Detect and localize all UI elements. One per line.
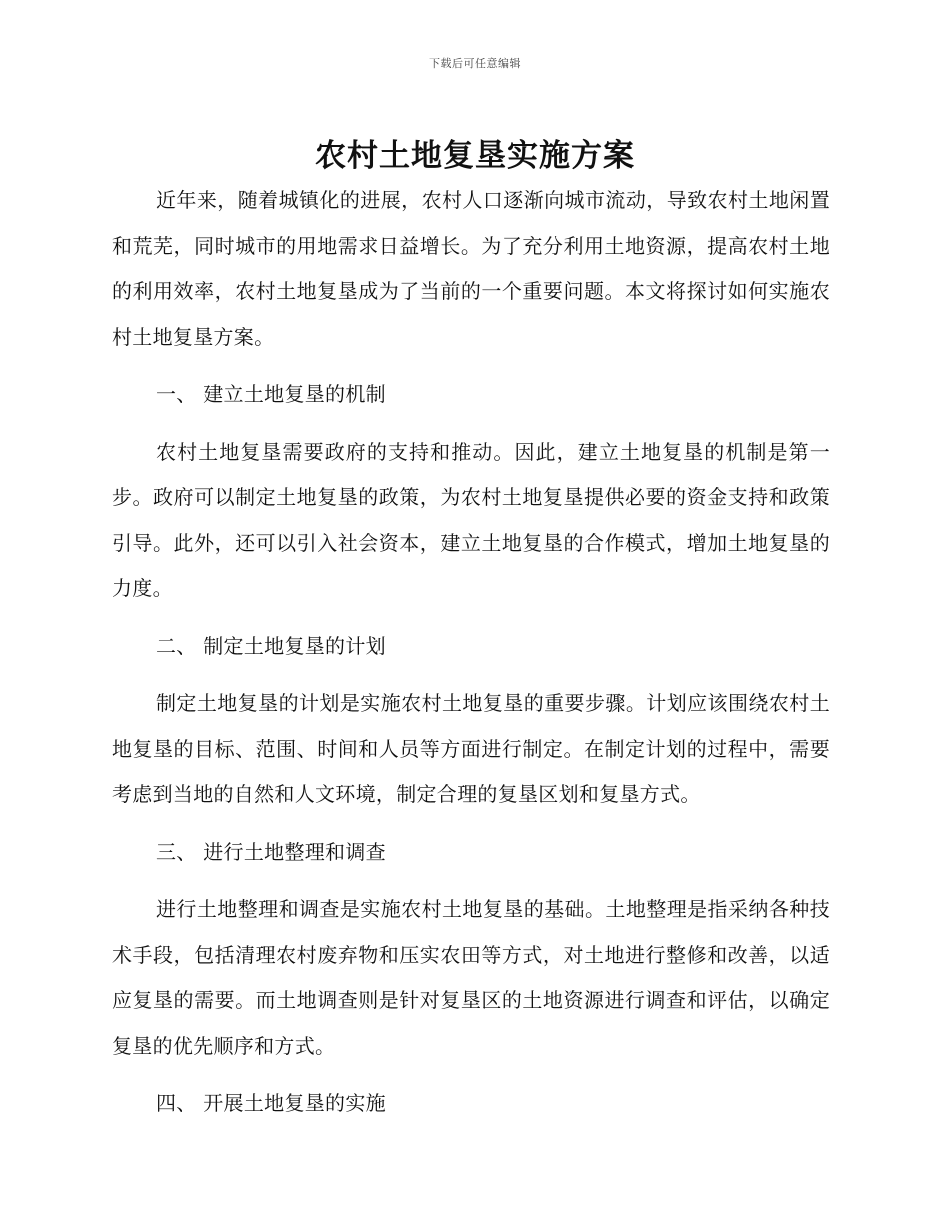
section-paragraph: 制定土地复垦的计划是实施农村土地复垦的重要步骤。计划应该围绕农村土地复垦的目标、范围、时间和人员等方面进行制定。在制定计划的过程中，需要考虑到当地的自然和人文环境，制定合理的复垦区划和复垦方式。 <box>112 691 830 806</box>
spacer <box>112 418 830 430</box>
spacer <box>112 612 830 624</box>
section-heading: 一、 建立土地复垦的机制 <box>156 382 386 406</box>
section-paragraph: 农村土地复垦需要政府的支持和推动。因此，建立土地复垦的机制是第一步。政府可以制定土地复垦的政策，为农村土地复垦提供必要的资金支持和政策引导。此外，还可以引入社会资本，建立土地复垦的合作模式，增加土地复垦的力度。 <box>112 439 830 600</box>
section-heading: 四、 开展土地复垦的实施 <box>156 1091 386 1115</box>
spacer <box>112 669 830 681</box>
section-heading: 二、 制定土地复垦的计划 <box>156 633 386 658</box>
header-note: 下载后可任意编辑 <box>429 57 521 70</box>
section-heading: 三、 进行土地整理和调查 <box>156 839 386 864</box>
document-body <box>112 178 830 1127</box>
spacer <box>112 1069 830 1081</box>
document-title: 农村土地复垦实施方案 <box>315 138 635 174</box>
spacer <box>112 360 830 372</box>
section-paragraph: 进行土地整理和调查是实施农村土地复垦的基础。土地整理是指采纳各种技术手段，包括清理农村废弃物和压实农田等方式，对土地进行整修和改善，以适应复垦的需要。而土地调查则是针对复垦区的土地资源进行调查和评估，以确定复垦的优先顺序和方式。 <box>112 897 830 1058</box>
spacer <box>112 818 830 830</box>
intro-paragraph: 近年来，随着城镇化的进展，农村人口逐渐向城市流动，导致农村土地闲置和荒芜，同时城市的用地需求日益增长。为了充分利用土地资源，提高农村土地的利用效率，农村土地复垦成为了当前的一个重要问题。本文将探讨如何实施农村土地复垦方案。 <box>112 188 830 349</box>
spacer <box>112 875 830 887</box>
